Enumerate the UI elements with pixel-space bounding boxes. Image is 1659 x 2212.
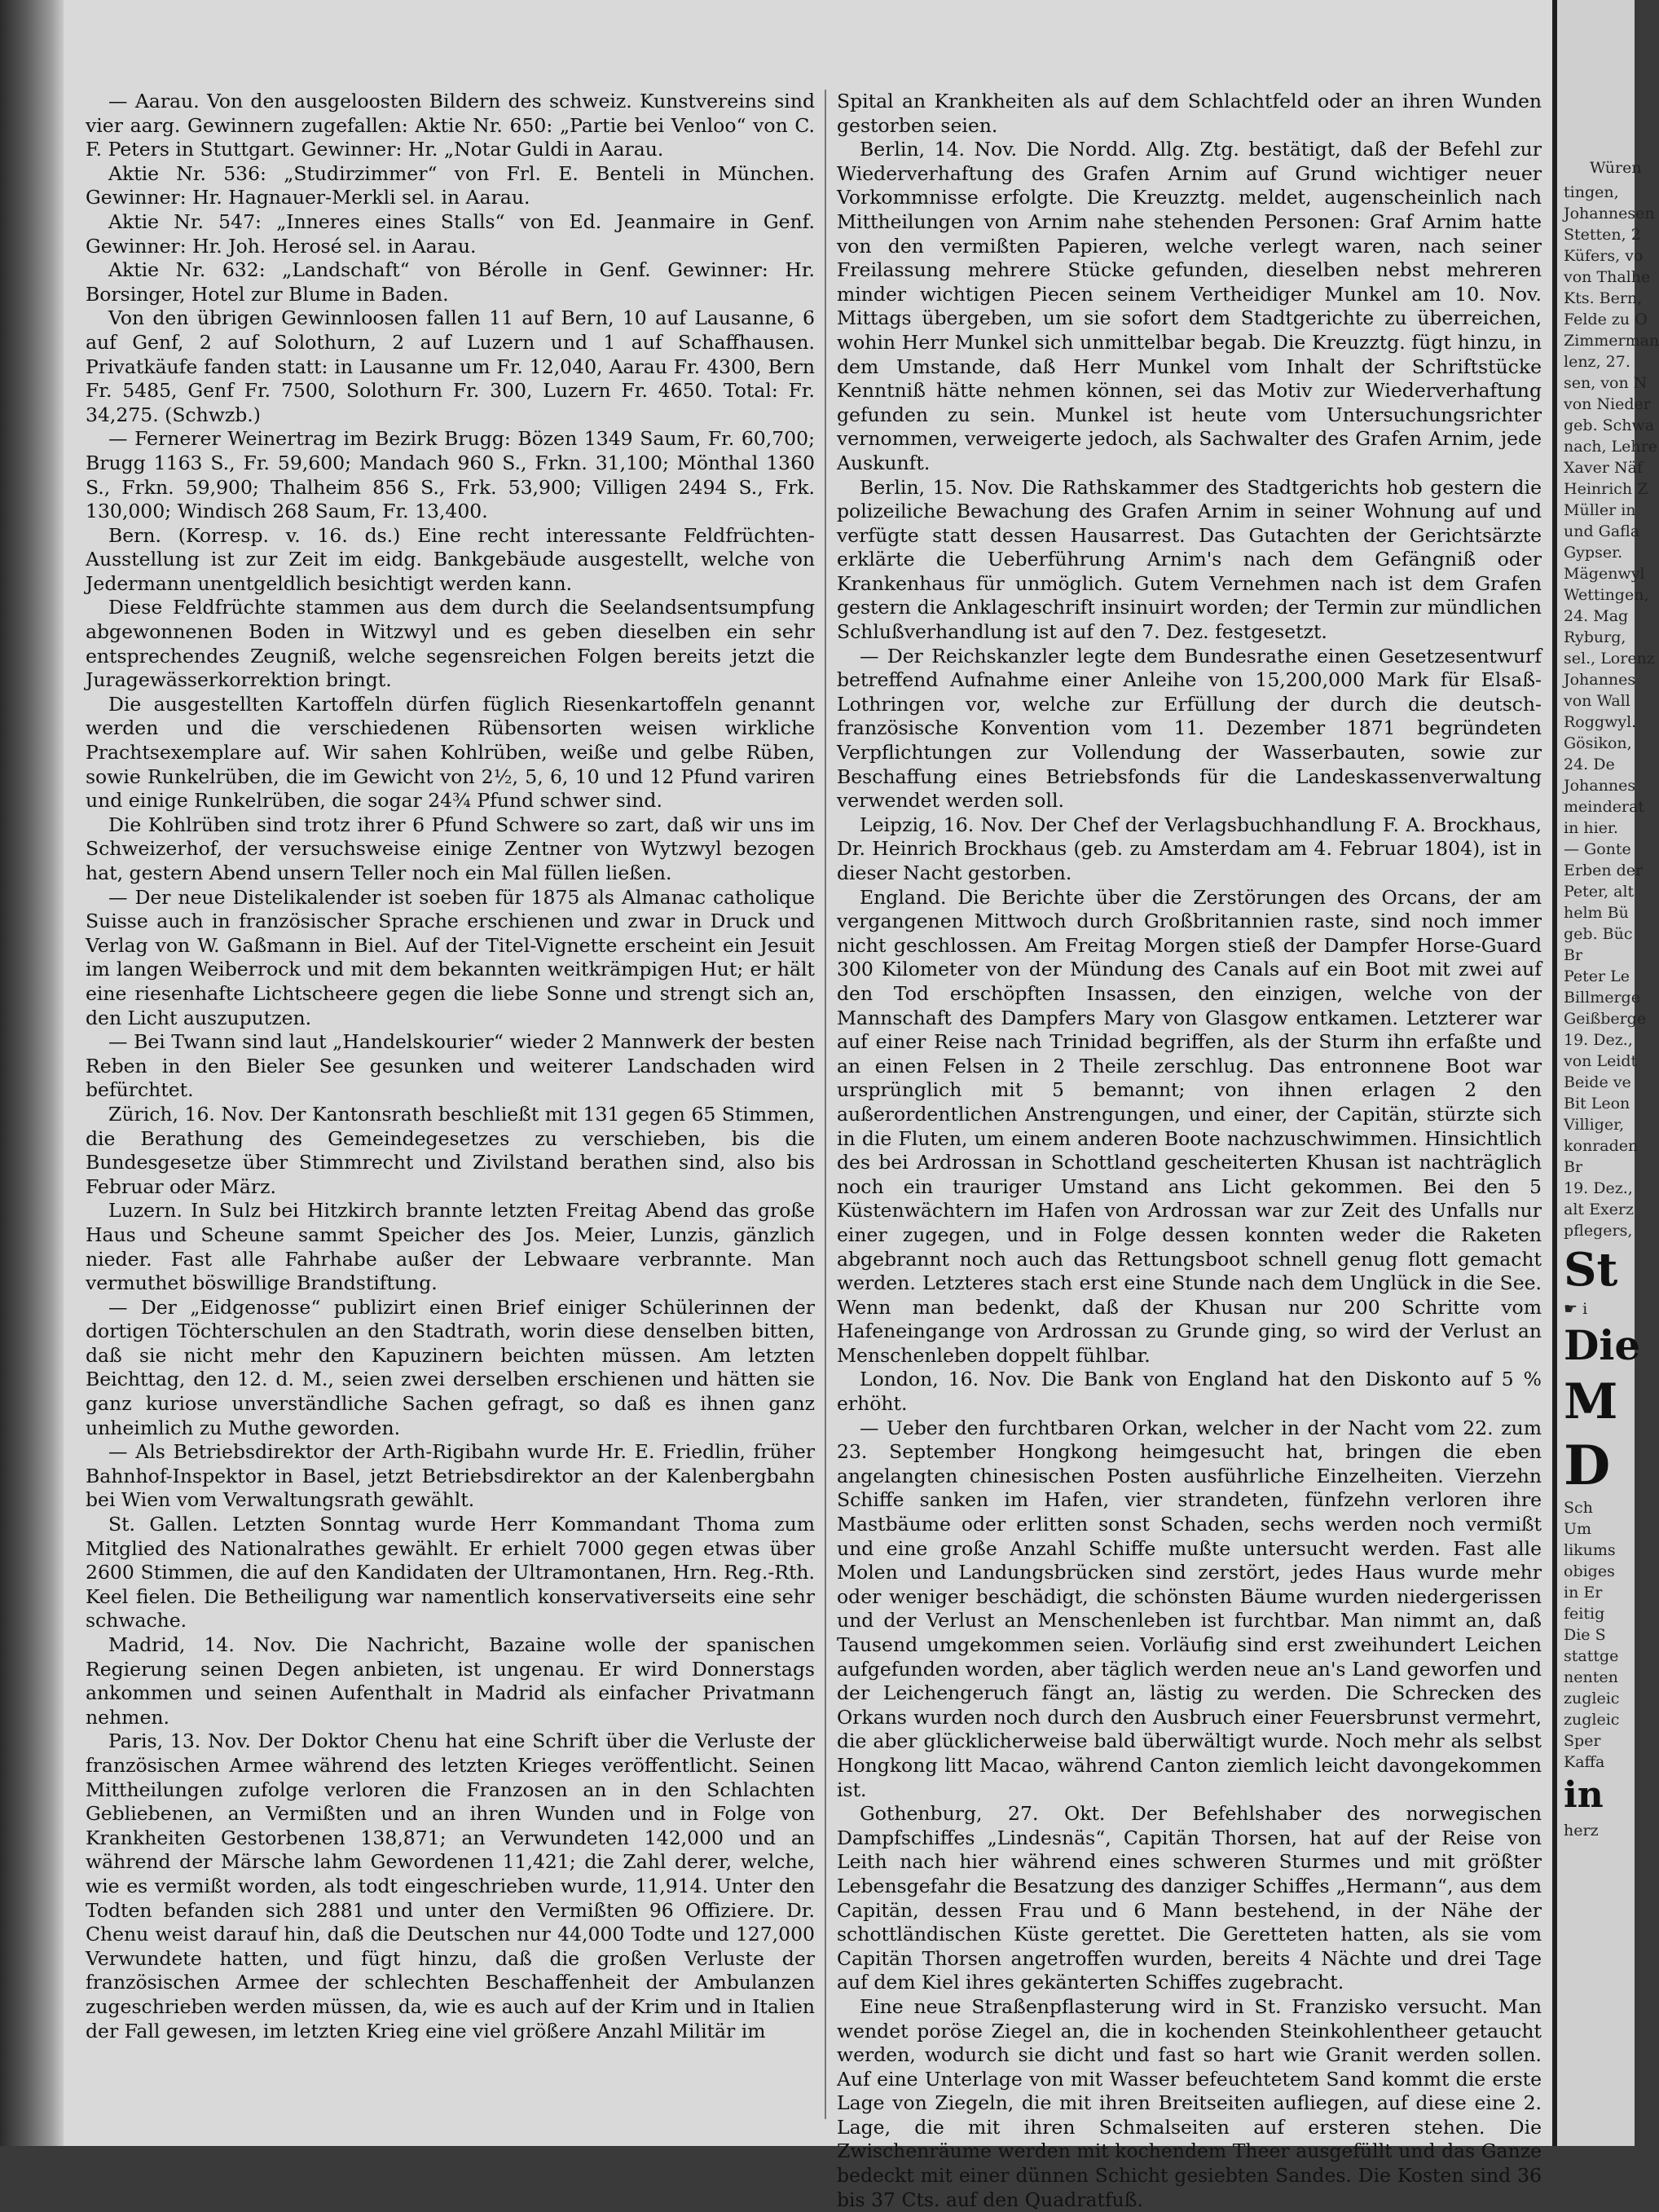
adjacent-page-text: Peter, alt (1564, 883, 1635, 901)
article-paragraph: Von den übrigen Gewinnloosen fallen 11 auf Bern, 10 auf Lausanne, 6 auf Genf, 2 auf Solothurn, 2 auf Luzern und 1 auf Schaffhausen. Privatkäufe fanden statt: in Lausanne um Fr. 12,040, Aarau Fr. 4300, Bern Fr. 5485, Genf Fr. 7500, Solothurn Fr. 300, Luzern Fr. 4650. Total: Fr. 34,275. (Schwzb.) (86, 306, 815, 426)
adjacent-page-text: zugleic (1564, 1690, 1620, 1707)
article-paragraph: Zürich, 16. Nov. Der Kantonsrath beschließt mit 131 gegen 65 Stimmen, die Berathung des Gemeindegesetzes zu verschieben, bis die Bundesgesetze über Stimmrecht und Zivilstand berathen sind, also bis Februar oder März. (86, 1102, 815, 1198)
book-binding (0, 0, 64, 2146)
adjacent-page-text: von Nieder (1564, 395, 1651, 413)
adjacent-page-text: Gösikon, (1564, 734, 1632, 752)
article-paragraph: Bern. (Korresp. v. 16. ds.) Eine recht interessante Feldfrüchten-Ausstellung ist zur Zeit im eidg. Bankgebäude ausgestellt, welche von Jedermann unentgeldlich besichtigt werden kann. (86, 523, 815, 595)
adjacent-page-text: nach, Lehre (1564, 438, 1657, 456)
article-paragraph: — Ueber den furchtbaren Orkan, welcher in der Nacht vom 22. zum 23. September Hongkong heimgesucht hat, bringen die eben angelangten chinesischen Posten ausführliche Einzelheiten. Vierzehn Schiffe sanken im Hafen, vier strandeten, fünfzehn verloren ihre Mastbäume oder erlitten sonst Schaden, sechs werden noch vermißt und eine große Anzahl Schiffe mußte untersucht werden. Fast alle Molen und Landungsbrücken sind zerstört, jedes Haus wurde mehr oder weniger beschädigt, die schönsten Bäume wurden niedergerissen und der Verlust an Menschenleben ist furchtbar. Man nimmt an, daß Tausend umgekommen seien. Vorläufig sind erst zweihundert Leichen aufgefunden worden, aber täglich werden neue an's Land geworfen und der Leichengeruch fängt an, lästig zu werden. Die Schrecken des Orkans wurden noch durch den Ausbruch einer Feuersbrunst vermehrt, die aber glücklicherweise bald überwältigt wurde. Noch mehr als selbst Hongkong litt Macao, während Canton ziemlich leicht davongekommen ist. (837, 1416, 1542, 1801)
article-paragraph: — Bei Twann sind laut „Handelskourier“ wieder 2 Mannwerk der besten Reben in den Bieler See gesunken und weiterer Landschaden wird befürchtet. (86, 1030, 815, 1102)
adjacent-page-text: von Thalhe (1564, 268, 1651, 286)
adjacent-page-text: sel., Lorenz (1564, 650, 1655, 668)
adjacent-page-text: Gypser. (1564, 544, 1623, 562)
article-paragraph: Diese Feldfrüchte stammen aus dem durch die Seelandsentsumpfung abgewonnenen Boden in Witzwyl und es geben dieselben ein sehr entsprechendes Zeugniß, welche segensreichen Folgen bereits jetzt die Juragewässerkorrektion bringt. (86, 596, 815, 692)
article-paragraph: Aktie Nr. 547: „Inneres eines Stalls“ von Ed. Jeanmaire in Genf. Gewinner: Hr. Joh. Herosé sel. in Aarau. (86, 209, 815, 258)
adjacent-page-text: sen, von N (1564, 374, 1648, 392)
article-paragraph: St. Gallen. Letzten Sonntag wurde Herr Kommandant Thoma zum Mitglied des Nationalrathes gewählt. Er erhielt 7000 gegen etwas über 2600 Stimmen, die auf den Kandidaten der Ultramontanen, Hrn. Reg.-Rth. Keel fielen. Die Betheiligung war namentlich konservativerseits eine sehr schwache. (86, 1513, 815, 1633)
article-paragraph: Eine neue Straßenpflasterung wird in St. Franzisko versucht. Man wendet poröse Ziegel an, die in kochenden Steinkohlentheer getaucht werden, wodurch sie dicht und fast so hart wie Granit werden sollen. Auf eine Unterlage von mit Wasser befeuchtetem Sand kommt die erste Lage von Ziegeln, die mit ihren Breitseiten aufliegen, auf diese eine 2. Lage, die mit ihren Schmalseiten auf ersteren stehen. Die Zwischenräume werden mit kochendem Theer ausgefüllt und das Ganze bedeckt mit einer dünnen Schicht gesiebten Sandes. Die Kosten sind 36 bis 37 Cts. auf den Quadratfuß. (837, 1994, 1542, 2211)
adjacent-page-text: Ryburg, (1564, 628, 1626, 646)
adjacent-page-text: lenz, 27. (1564, 353, 1630, 371)
adjacent-page-text: St (1564, 1243, 1618, 1297)
article-paragraph: Luzern. In Sulz bei Hitzkirch brannte letzten Freitag Abend das große Haus und Scheune sammt Speicher des Jos. Meier, Lunzis, gänzlich nieder. Fast alle Fahrhabe außer der Lebwaare verbrannte. Man vermuthet böswillige Brandstiftung. (86, 1199, 815, 1295)
article-paragraph: — Der neue Distelikalender ist soeben für 1875 als Almanac catholique Suisse auch in französischer Sprache erschienen und zwar in Druck und Verlag von W. Gaßmann in Biel. Auf der Titel-Vignette erscheint ein Jesuit im langen Weiberrock und mit dem bekannten weitkrämpigen Hut; er hält eine riesenhafte Lichtscheere gegen die liebe Sonne und strengt sich an, den Licht auszuputzen. (86, 885, 815, 1029)
adjacent-page-text: Sch (1564, 1499, 1593, 1517)
adjacent-page-edge (1552, 0, 1659, 2146)
adjacent-page-text: geb. Schwa (1564, 416, 1655, 434)
adjacent-page-text: von Leidt (1564, 1052, 1638, 1070)
adjacent-page-text: Johannesen (1564, 205, 1655, 223)
adjacent-page-text: Peter Le (1564, 967, 1630, 985)
article-paragraph: Paris, 13. Nov. Der Doktor Chenu hat eine Schrift über die Verluste der französischen Armee während des letzten Krieges veröffentlicht. Seinen Mittheilungen zufolge verloren die Franzosen an in den Schlachten Gebliebenen, an Vermißten und an ihren Wunden und in Folge von Krankheiten Gestorbenen 138,871; an Verwundeten 142,000 und an während der Märsche lahm Gewordenen 11,421; die Zahl derer, welche, wie es vermißt worden, als todt eingeschrieben wurde, 11,914. Unter den Todten befanden sich 2881 und unter den Vermißten 96 Offiziere. Dr. Chenu weist darauf hin, daß die Deutschen nur 44,000 Todte und 127,000 Verwundete hatten, und fügt hinzu, daß die großen Verluste der französischen Armee der schlechten Beschaffenheit der Ambulanzen zugeschrieben werden müssen, da, wie es auch auf der Krim und in Italien der Fall gewesen, im letzten Krieg eine viel größere Anzahl Militär im (86, 1730, 815, 2042)
article-paragraph: — Der Reichskanzler legte dem Bundesrathe einen Gesetzesentwurf betreffend Aufnahme einer Anleihe von 15,200,000 Mark für Elsaß-Lothringen vor, welche zur Erfüllung der durch die deutsch-französische Konvention vom 11. Dezember 1871 begründeten Verpflichtungen zur Vollendung der Wasserbauten, sowie zur Beschaffung eines Betriebsfonds für die Landeskassenverwaltung verwendet werden soll. (837, 644, 1542, 813)
article-paragraph: — Der „Eidgenosse“ publizirt einen Brief einiger Schülerinnen der dortigen Töchterschulen an den Stadtrath, worin diese denselben bitten, daß sie nicht mehr den Kapuzinern beichten müssen. Am letzten Beichttag, den 12. d. M., seien zwei derselben erschienen und hätten sie ganz kuriose unverständliche Sachen gefragt, so daß es ihnen ganz unheimlich zu Muthe geworden. (86, 1295, 815, 1439)
adjacent-page-text: Die S (1564, 1626, 1606, 1644)
adjacent-page-text: 19. Dez., (1564, 1179, 1633, 1197)
adjacent-page-text: meinderat (1564, 798, 1645, 816)
adjacent-page-text: obiges (1564, 1562, 1615, 1580)
adjacent-page-text: in Er (1564, 1584, 1603, 1602)
article-paragraph: Die ausgestellten Kartoffeln dürfen füglich Riesenkartoffeln genannt werden und die verschiedenen Rübensorten weisen wirkliche Prachtsexemplare auf. Wir sahen Kohlrüben, weiße und gelbe Rüben, sowie Runkelrüben, die im Gewicht von 2½, 5, 6, 10 und 12 Pfund variren und einige Runkelrüben, die sogar 24¾ Pfund schwer sind. (86, 692, 815, 813)
adjacent-page-text: in hier. (1564, 819, 1618, 837)
adjacent-page-text: nenten (1564, 1668, 1618, 1686)
adjacent-page-text: Villiger, (1564, 1116, 1625, 1134)
article-paragraph: Spital an Krankheiten als auf dem Schlachtfeld oder an ihren Wunden gestorben seien. (837, 90, 1542, 137)
article-paragraph: Berlin, 14. Nov. Die Nordd. Allg. Ztg. bestätigt, daß der Befehl zur Wiederverhaftung des Grafen Arnim auf Grund wichtiger neuer Vorkommnisse erfolgte. Die Kreuzztg. meldet, augenscheinlich nach Mittheilungen von Arnim nahe stehenden Personen: Graf Arnim hatte von den vermißten Papieren, welche verlegt waren, nach seiner Freilassung mehrere Stücke gefunden, dieselben nebst mehreren minder wichtigen Piecen seinem Vertheidiger Munkel am 10. Nov. Mittags übergeben, um sie sofort dem Stadtgerichte zu überreichen, wohin Herr Munkel sich unmittelbar begab. Die Kreuzztg. fügt hinzu, in dem Umstande, daß Herr Munkel vom Inhalt der Schriftstücke Kenntniß hätte nehmen können, sei das Motiv zur Wiederverhaftung gefunden zu sein. Munkel ist heute vom Untersuchungsrichter vernommen, verweigerte jedoch, als Sachwalter des Grafen Arnim, jede Auskunft. (837, 138, 1542, 474)
adjacent-page-text: Billmerge (1564, 989, 1640, 1007)
article-paragraph: Aktie Nr. 536: „Studirzimmer“ von Frl. E. Benteli in München. Gewinner: Hr. Hagnauer-Merkli sel. in Aarau. (86, 161, 815, 209)
adjacent-page-text: tingen, (1564, 183, 1619, 201)
article-paragraph: Berlin, 15. Nov. Die Rathskammer des Stadtgerichts hob gestern die polizeiliche Bewachung des Grafen Arnim in seiner Wohnung auf und verfügte statt dessen Hausarrest. Das Gutachten der Gerichtsärzte erklärte die Ueberführung Arnim's nach dem Gefängniß oder Krankenhaus für unmöglich. Gutem Vernehmen nach ist dem Grafen gestern die Anklageschrift insinuirt worden; der Termin zur mündlichen Schlußverhandlung ist auf den 7. Dez. festgesetzt. (837, 475, 1542, 644)
right-column (837, 90, 1542, 2211)
adjacent-page-text: Felde zu O (1564, 311, 1648, 328)
adjacent-page-text: Br (1564, 1158, 1583, 1176)
article-paragraph: — Als Betriebsdirektor der Arth-Rigibahn wurde Hr. E. Friedlin, früher Bahnhof-Inspektor in Basel, jetzt Betriebsdirektor an der Kalenbergbahn bei Wien vom Verwaltungsrath gewählt. (86, 1440, 815, 1512)
article-paragraph: — Aarau. Von den ausgeloosten Bildern des schweiz. Kunstvereins sind vier aarg. Gewinnern zugefallen: Aktie Nr. 650: „Partie bei Venloo“ von C. F. Peters in Stuttgart. Gewinner: Hr. „Notar Guldi in Aarau. (86, 90, 815, 161)
adjacent-page-text: pflegers, (1564, 1222, 1633, 1240)
column-divider (825, 90, 826, 2119)
adjacent-page-text: in (1564, 1774, 1604, 1816)
adjacent-page-text: 24. De (1564, 756, 1615, 773)
adjacent-page-text: Sper (1564, 1732, 1601, 1750)
adjacent-page-text: stattge (1564, 1647, 1619, 1665)
adjacent-page-text: Müller in (1564, 501, 1636, 519)
article-paragraph: Leipzig, 16. Nov. Der Chef der Verlagsbuchhandlung F. A. Brockhaus, Dr. Heinrich Brockhaus (geb. zu Amsterdam am 4. Februar 1804), ist in dieser Nacht gestorben. (837, 813, 1542, 884)
adjacent-page-text: Johannes (1564, 671, 1636, 689)
adjacent-page-text: Heinrich Z (1564, 480, 1648, 498)
adjacent-page-text: ☛ i (1564, 1300, 1588, 1318)
adjacent-page-text: Beide ve (1564, 1073, 1631, 1091)
adjacent-page-text: Stetten, 2 (1564, 226, 1641, 244)
adjacent-page-text: Kaffa (1564, 1753, 1605, 1771)
adjacent-page-text: D (1564, 1434, 1611, 1497)
adjacent-page-text: Mägenwyl (1564, 565, 1645, 583)
adjacent-page-text: Bit Leon (1564, 1095, 1630, 1113)
adjacent-page-text: zugleic (1564, 1711, 1620, 1729)
adjacent-page-text: Johannes (1564, 777, 1636, 795)
article-paragraph: Aktie Nr. 632: „Landschaft“ von Bérolle in Genf. Gewinner: Hr. Borsinger, Hotel zur Blume in Baden. (86, 258, 815, 306)
adjacent-page-text: Wettingen, (1564, 586, 1649, 604)
article-paragraph: England. Die Berichte über die Zerstörungen des Orcans, der am vergangenen Mittwoch durch Großbritannien raste, sind noch immer nicht geschlossen. Am Freitag Morgen stieß der Dampfer Horse-Guard 300 Kilometer von der Mündung des Canals auf ein Boot mit zwei auf den Tod erschöpften Insassen, den einzigen, welche von der Mannschaft des Dampfers Mary von Glasgow entkamen. Letzterer war auf einer Reise nach Trinidad begriffen, als der Sturm ihn erfaßte und an einen Felsen in 2 Theile zerschlug. Das entronnene Boot war ursprünglich mit 5 bemannt; von ihnen erlagen 2 den außerordentlichen Anstrengungen, und einer, der Capitän, stürzte sich in die Fluten, um einem anderen Boote nachzuschwimmen. Hinsichtlich des bei Ardrossan in Schottland gescheiterten Khusan ist nachträglich noch ein trauriger Umstand ans Licht gekommen. Bei den 5 Küstenwächtern im Hafen von Ardrossan war zur Zeit des Unfalls nur einer zugegen, und in Folge dessen konnten weder die Raketen abgebrannt noch auch das Rettungsboot schnell genug flott gemacht werden. Letzteres stach erst eine Stunde nach dem Unglück in die See. Wenn man bedenkt, daß der Khusan nur 200 Schritte vom Hafeneingange von Ardrossan zu Grunde ging, so wird der Verlust an Menschenleben doppelt fühlbar. (837, 885, 1542, 1367)
adjacent-page-text: Xaver Näf (1564, 459, 1643, 477)
adjacent-page-text: Würen (1590, 159, 1642, 177)
adjacent-page-text: 19. Dez., (1564, 1031, 1633, 1049)
adjacent-page-text: — Gonte (1564, 840, 1631, 858)
adjacent-page-text: Erben der (1564, 861, 1644, 879)
adjacent-page-text: Br (1564, 946, 1583, 964)
adjacent-page-text: und Gafla (1564, 522, 1640, 540)
article-paragraph: — Fernerer Weinertrag im Bezirk Brugg: Bözen 1349 Saum, Fr. 60,700; Brugg 1163 S., Fr. 59,600; Mandach 960 S., Frkn. 31,100; Mönthal 1360 S., Frkn. 59,900; Thalheim 856 S., Frk. 53,900; Villigen 2494 S., Frk. 130,000; Windisch 268 Saum, Fr. 13,400. (86, 427, 815, 523)
adjacent-page-text: Kts. Bern, (1564, 289, 1643, 307)
article-paragraph: Madrid, 14. Nov. Die Nachricht, Bazaine wolle der spanischen Regierung seinen Degen anbieten, ist ungenau. Er wird Donnerstags ankommen und seinen Aufenthalt in Madrid als einfacher Privatmann nehmen. (86, 1633, 815, 1729)
left-column (86, 90, 815, 2127)
adjacent-page-text: helm Bü (1564, 904, 1629, 922)
adjacent-page-text: geb. Büc (1564, 925, 1633, 943)
article-paragraph: London, 16. Nov. Die Bank von England hat den Diskonto auf 5 % erhöht. (837, 1368, 1542, 1416)
adjacent-page-text: Geißberge (1564, 1010, 1647, 1028)
adjacent-page-text: M (1564, 1373, 1618, 1430)
adjacent-page-text: feitig (1564, 1605, 1605, 1623)
adjacent-page-text: Küfers, vo (1564, 247, 1644, 265)
adjacent-page-text: alt Exerz (1564, 1201, 1635, 1218)
adjacent-page-text: Zimmerman (1564, 332, 1659, 350)
adjacent-page-text: Um (1564, 1520, 1592, 1538)
adjacent-page-text: von Wall (1564, 692, 1630, 710)
adjacent-page-text: likums (1564, 1541, 1616, 1559)
article-paragraph: Gothenburg, 27. Okt. Der Befehlshaber des norwegischen Dampfschiffes „Lindesnäs“, Capitän Thorsen, hat auf der Reise von Leith nach hier während eines schweren Sturmes und mit größter Lebensgefahr die Besatzung des danziger Schiffes „Hermann“, aus dem Capitän, dessen Frau und 6 Mann bestehend, in der Nähe der schottländischen Küste gerettet. Die Geretteten hatten, als sie vom Capitän Thorsen angetroffen wurden, bereits 4 Nächte und drei Tage auf dem Kiel ihres gekänterten Schiffes zugebracht. (837, 1802, 1542, 1994)
adjacent-page-text: Die (1564, 1321, 1641, 1369)
adjacent-page-text: herz (1564, 1822, 1599, 1840)
article-paragraph: Die Kohlrüben sind trotz ihrer 6 Pfund Schwere so zart, daß wir uns im Schweizerhof, der versuchsweise einige Zentner von Wytzwyl bezogen hat, gestern Abend unsern Teller noch ein Mal füllen ließen. (86, 813, 815, 884)
adjacent-page-text: konraden (1564, 1137, 1639, 1155)
adjacent-page-text: 24. Mag (1564, 607, 1629, 625)
adjacent-page-text: Roggwyl. (1564, 713, 1637, 731)
